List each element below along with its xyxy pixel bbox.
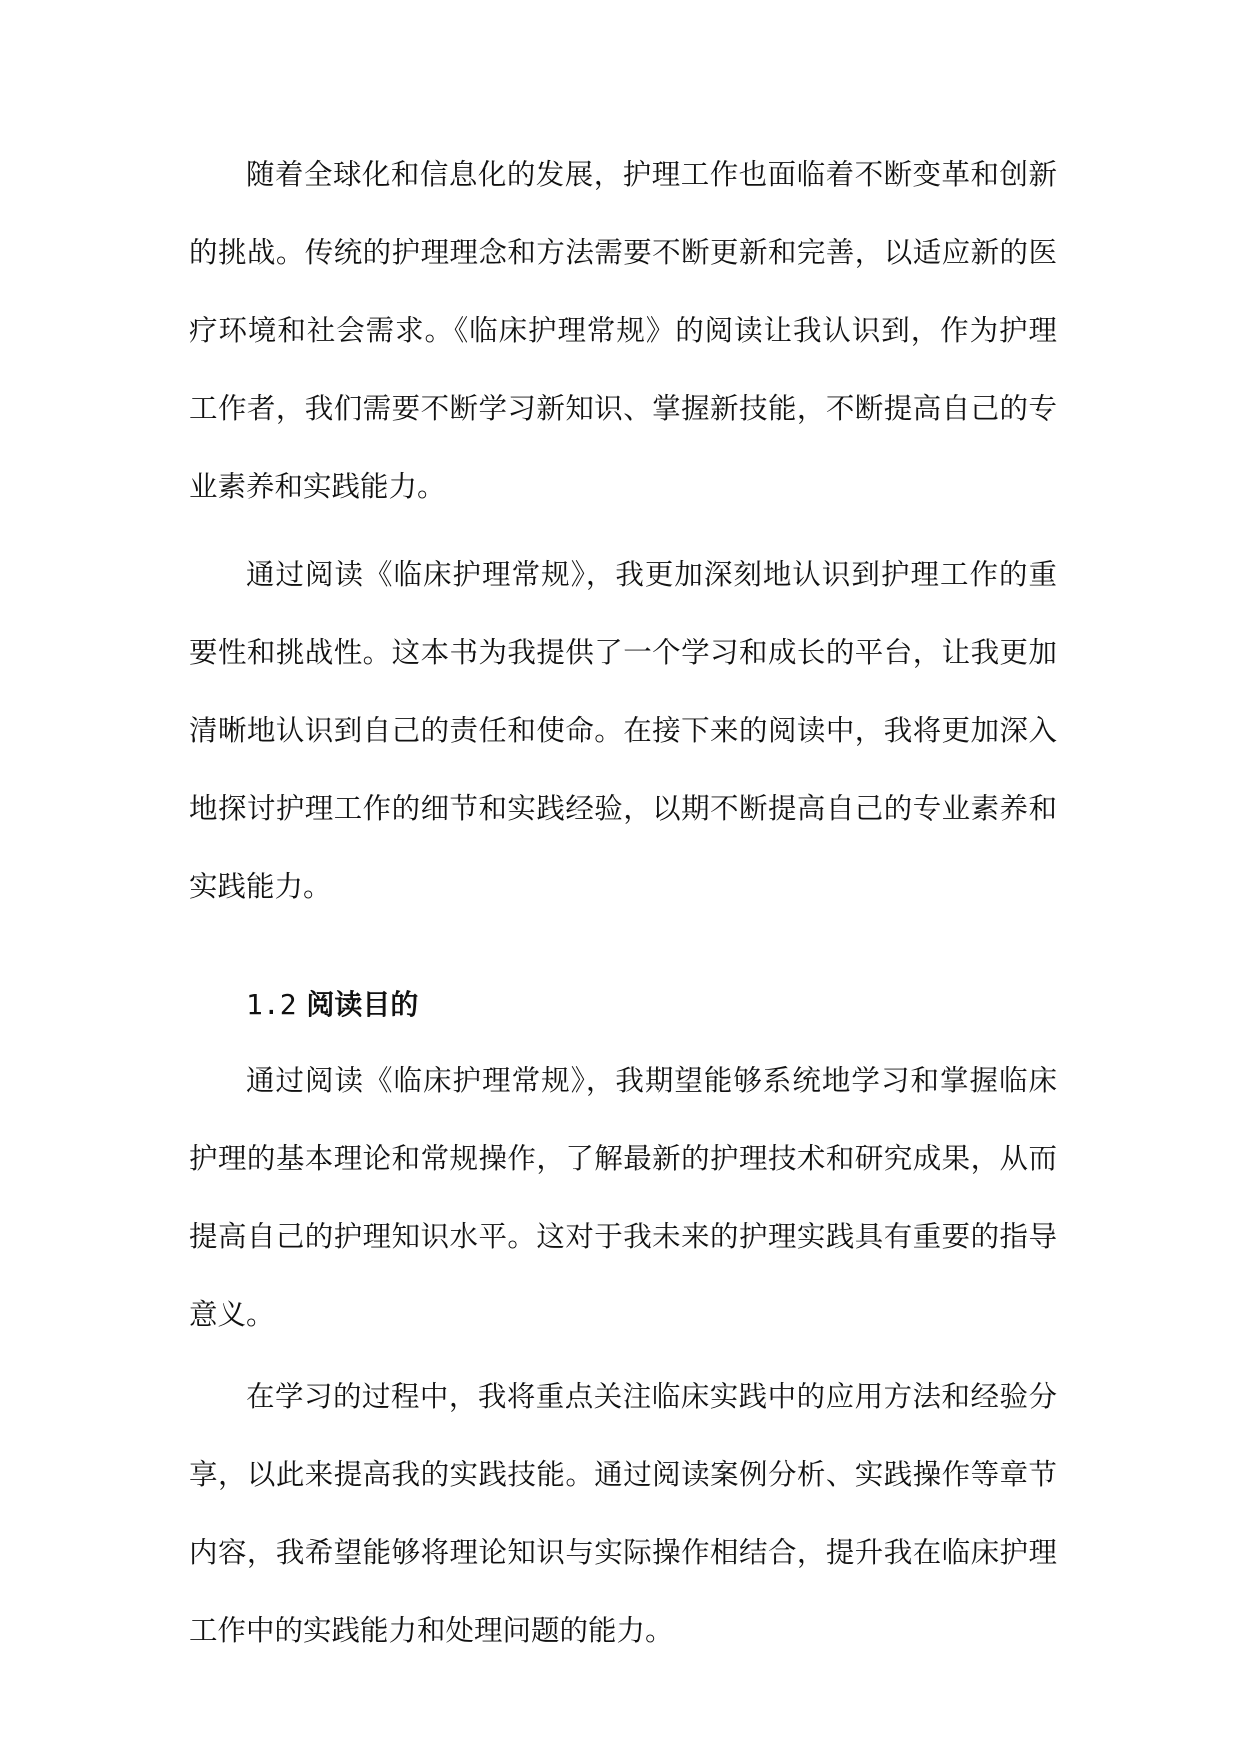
paragraph-practice-focus: 在学习的过程中，我将重点关注临床实践中的应用方法和经验分享，以此来提高我的实践技能。通过阅读案例分析、实践操作等章节内容，我希望能够将理论知识与实际操作相结合，提升我在临床护理工作中的实践能力和处理问题的能力。 <box>189 1380 1057 1647</box>
section-title-text: 阅读目的 <box>306 988 419 1021</box>
section-heading <box>189 966 1057 1044</box>
paragraph-globalization-challenge: 随着全球化和信息化的发展，护理工作也面临着不断变革和创新的挑战。传统的护理理念和方法需要不断更新和完善，以适应新的医疗环境和社会需求。《临床护理常规》的阅读让我认识到，作为护理工作者，我们需要不断学习新知识、掌握新技能，不断提高自己的专业素养和实践能力。 <box>189 158 1057 503</box>
document-body <box>189 136 1057 1670</box>
section-number: 1.2 <box>246 988 297 1021</box>
paragraph-reading-insight: 通过阅读《临床护理常规》，我更加深刻地认识到护理工作的重要性和挑战性。这本书为我提供了一个学习和成长的平台，让我更加清晰地认识到自己的责任和使命。在接下来的阅读中，我将更加深入地探讨护理工作的细节和实践经验，以期不断提高自己的专业素养和实践能力。 <box>189 558 1057 903</box>
paragraph-reading-purpose: 通过阅读《临床护理常规》，我期望能够系统地学习和掌握临床护理的基本理论和常规操作，了解最新的护理技术和研究成果，从而提高自己的护理知识水平。这对于我未来的护理实践具有重要的指导意义。 <box>189 1064 1057 1331</box>
